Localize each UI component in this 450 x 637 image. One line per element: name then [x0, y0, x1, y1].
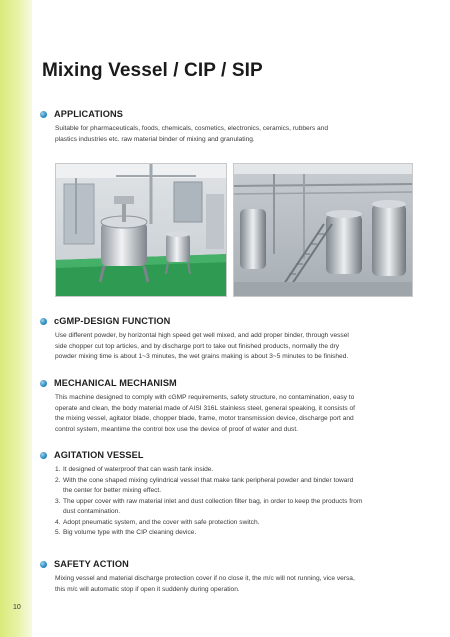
- section-applications: [40, 107, 412, 145]
- section-heading: APPLICATIONS: [54, 109, 123, 119]
- list-item: 4. Adopt pneumatic system, and the cover with safe protection switch.: [55, 518, 260, 526]
- left-accent-band: [0, 0, 32, 637]
- section-agitation: [40, 448, 412, 539]
- section-heading: cGMP-DESIGN FUNCTION: [54, 316, 171, 326]
- section-body: [55, 574, 412, 595]
- bullet-icon: [40, 318, 47, 325]
- list-item: 5. Big volume type with the CIP cleaning device.: [55, 529, 197, 536]
- product-photos: [55, 163, 413, 297]
- cip-plant-photo: [233, 163, 413, 297]
- numbered-list: [55, 465, 412, 539]
- text-line: operate and clean, the body material made of AISI 316L stainless steel, general speaking, it consists of: [55, 404, 355, 412]
- bullet-icon: [40, 452, 47, 459]
- text-line: Mixing vessel and material discharge protection cover if no close it, the m/c will not running, vice versa,: [55, 575, 355, 582]
- section-heading: MECHANICAL MECHANISM: [54, 378, 177, 388]
- section-body: [55, 393, 412, 435]
- text-line: Suitable for pharmaceuticals, foods, chemicals, cosmetics, electronics, ceramics, rubbers and: [55, 125, 329, 132]
- section-mechanical: [40, 376, 412, 435]
- section-body: [55, 124, 412, 145]
- text-line: powder mixing time is about 1~3 minutes, the wet grains making is about 3~5 minutes to be finished.: [55, 353, 349, 360]
- text-line: the mixing vessel, agitator blade, chopper blade, frame, motor transmission device, discharge port and: [55, 415, 354, 422]
- text-line: plastics industries etc. raw material binder of mixing and granulating.: [55, 135, 255, 143]
- list-item: 2. With the cone shaped mixing cylindrical vessel that make tank peripheral powder and binder toward the center for better mixing effect.: [55, 476, 354, 494]
- page-number: 10: [13, 604, 21, 611]
- list-item: 1. It designed of waterproof that can wash tank inside.: [55, 466, 214, 473]
- bullet-icon: [40, 380, 47, 387]
- list-item: 3. The upper cover with raw material inlet and dust collection filter bag, in order to keep the products from dust contamination.: [55, 497, 363, 515]
- mixing-room-photo: [55, 163, 227, 297]
- text-line: control system, meantime the control box use the device of proof of water and dust.: [55, 425, 298, 433]
- text-line: This machine designed to comply with cGMP requirements, safety structure, no contamination, easy to: [55, 394, 355, 401]
- text-line: this m/c will automatic stop if open it suddenly during operation.: [55, 585, 240, 593]
- bullet-icon: [40, 561, 47, 568]
- page-title: Mixing Vessel / CIP / SIP: [42, 60, 263, 81]
- text-line: Use different powder, by horizontal high speed get well mixed, and add proper binder, through vessel: [55, 332, 349, 339]
- section-cgmp: [40, 314, 412, 363]
- section-heading: SAFETY ACTION: [54, 559, 129, 569]
- section-safety: [40, 557, 412, 595]
- bullet-icon: [40, 111, 47, 118]
- text-line: side chopper cut top articles, and by discharge port to take out finished products, normally the dry: [55, 342, 340, 350]
- section-heading: AGITATION VESSEL: [54, 450, 144, 460]
- section-body: [55, 331, 412, 363]
